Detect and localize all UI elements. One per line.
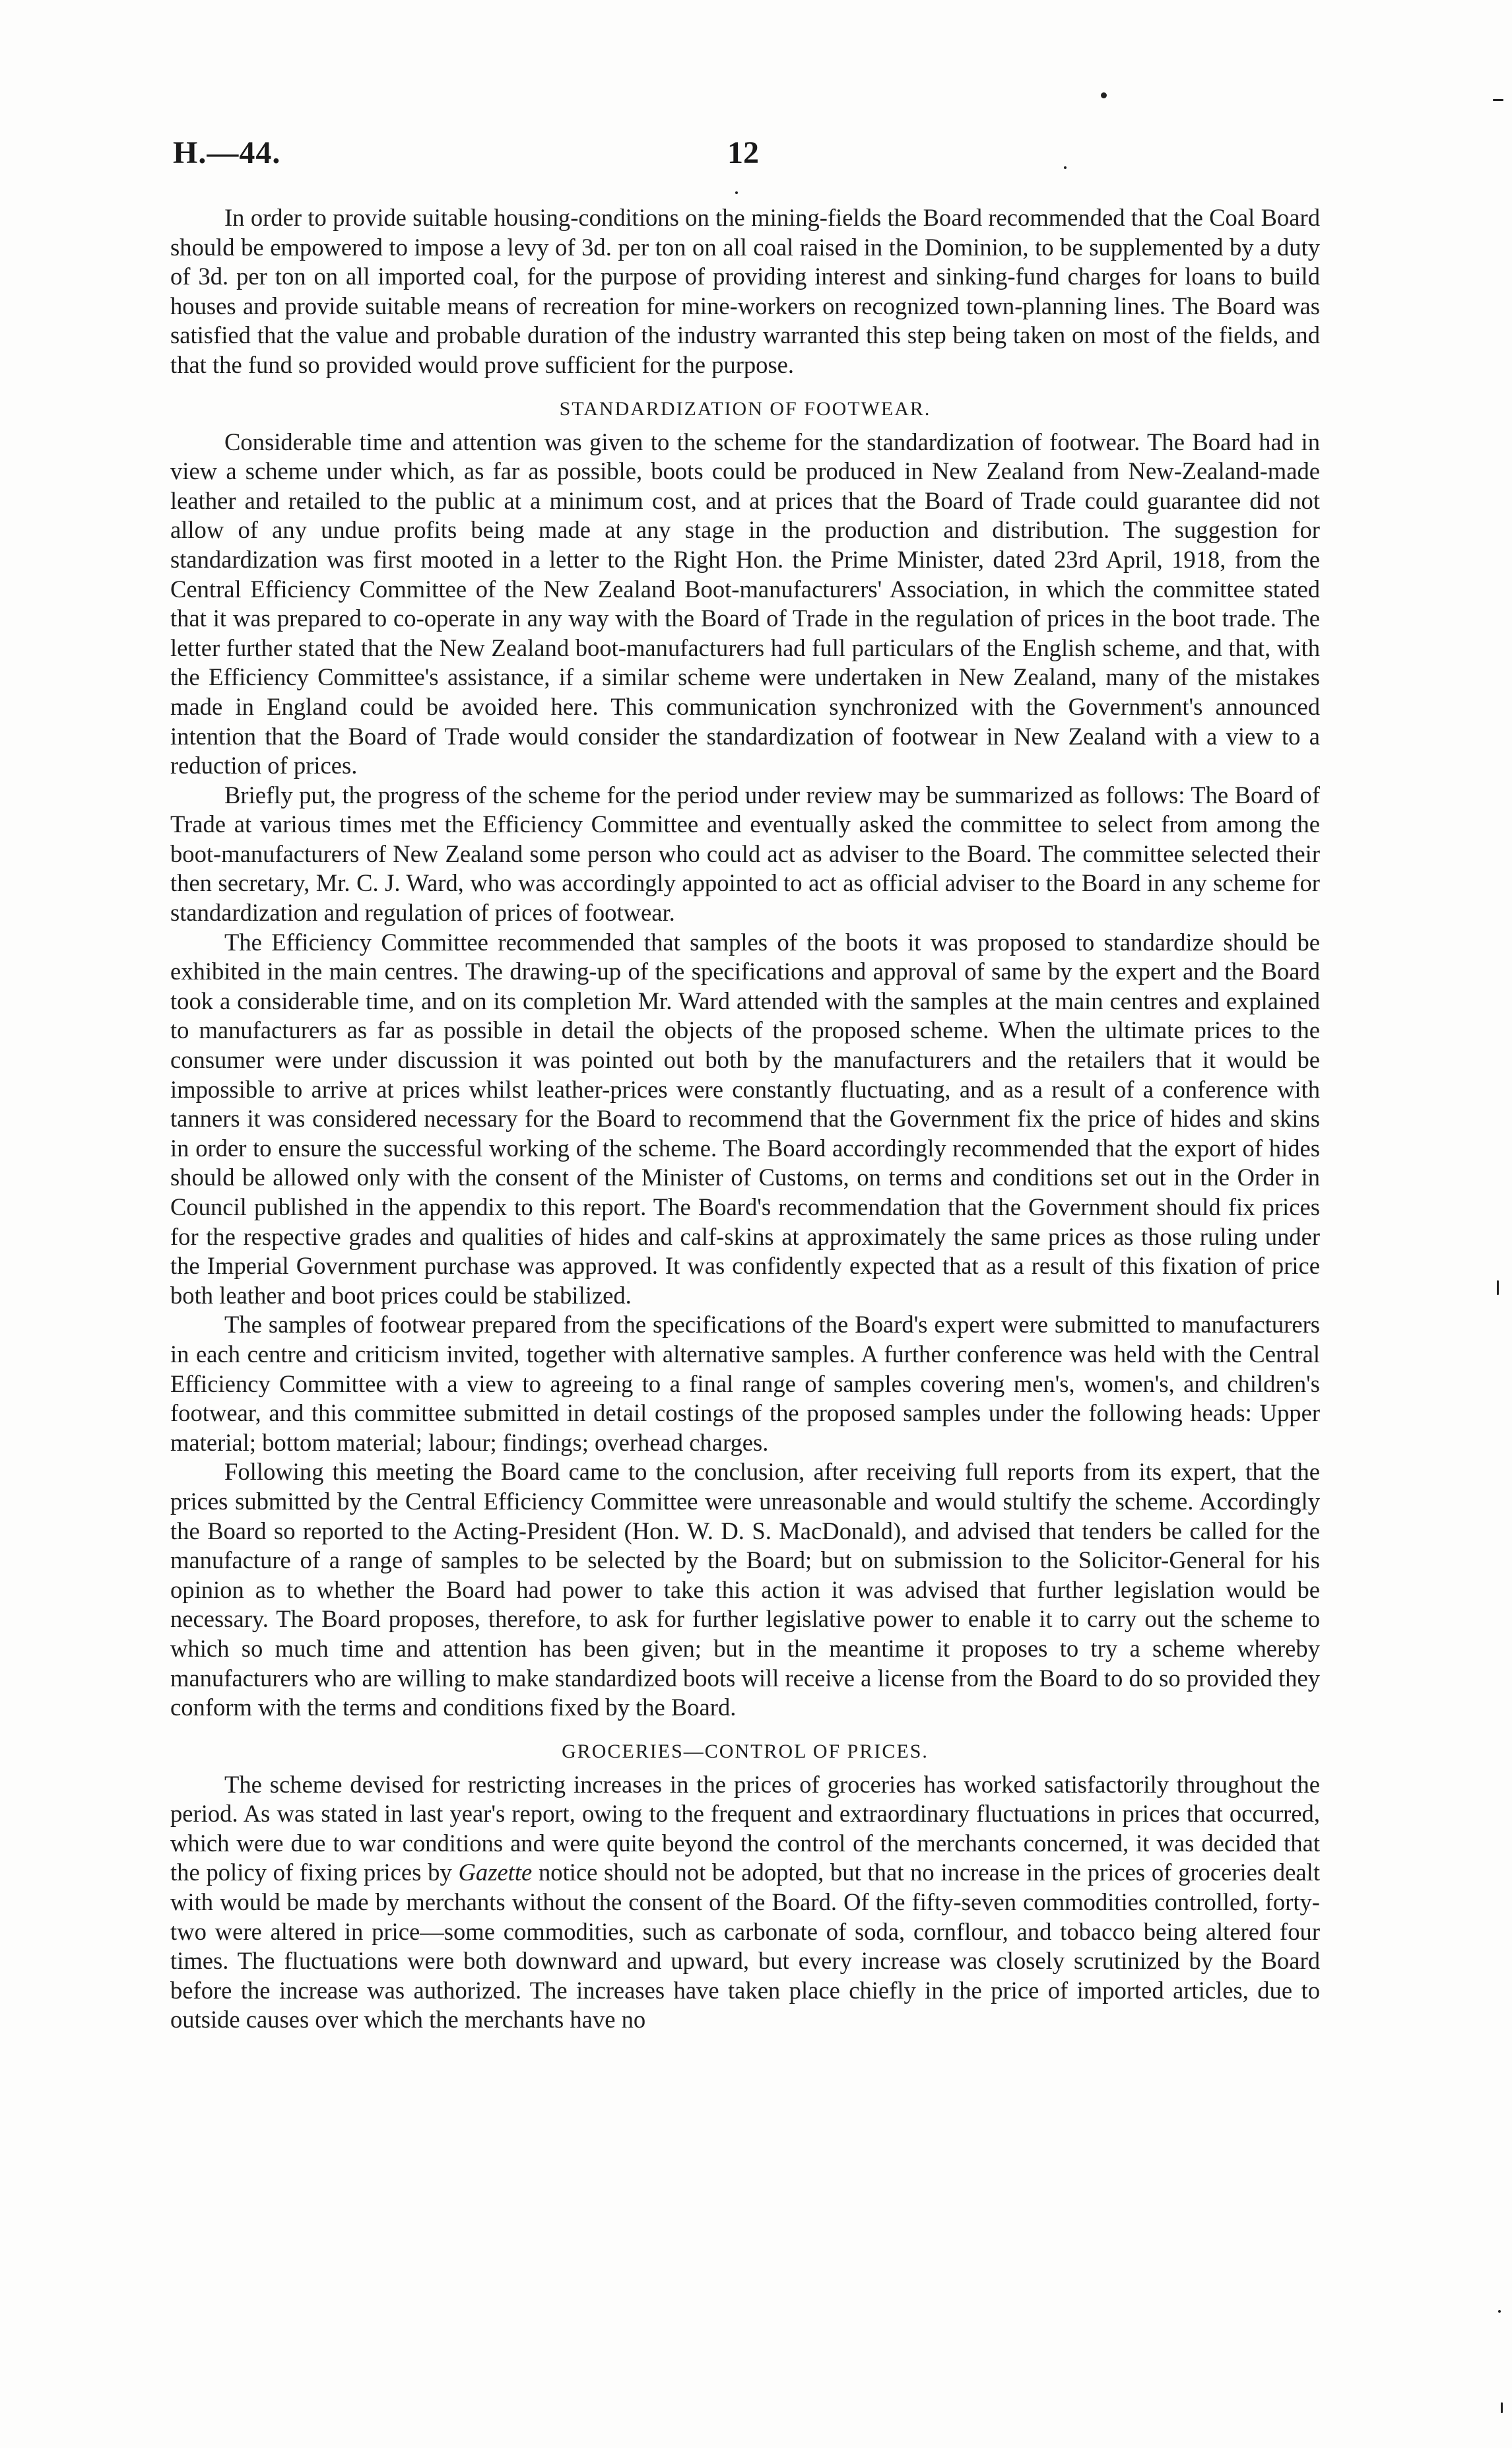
scan-speck bbox=[1501, 2402, 1503, 2413]
scan-speck bbox=[1498, 2310, 1501, 2313]
gazette-italic: Gazette bbox=[458, 1859, 533, 1886]
intro-paragraph: In order to provide suitable housing-conditions on the mining-fields the Board recommended that the Coal Board should be empowered to impose a levy of 3d. per ton on all coal raised in the Dominion, to be supplemented by a duty of 3d. per ton on all imported coal, for the purpose of providing interest and sinking-fund charges for loans to build houses and provide suitable means of recreation for mine-workers on recognized town-planning lines. The Board was satisfied that the value and probable duration of the industry warranted this step being taken on most of the fields, and that the fund so provided would prove sufficient for the purpose. bbox=[170, 204, 1320, 378]
page-number: 12 bbox=[727, 135, 759, 170]
scan-speck bbox=[1497, 1280, 1499, 1295]
groceries-text-end: notice should not be adopted, but that no increase in the prices of groceries dealt with would be made by merchants without the consent of the Board. Of the fifty-seven commodities controlled, forty-two were altered in price—some commodities, such as carbonate of soda, cornflour, and tobacco being altered four times. The fluctuations were both downward and upward, but every increase was closely scrutinized by the Board before the increase was authorized. The increases have taken place chiefly in the price of imported articles, due to outside causes over which the merchants have no bbox=[170, 1859, 1320, 2034]
groceries-text-start: The scheme devised for restricting increases in the prices of groceries has worked satisfactorily throughout the period. As was stated in last year's report, owing to the frequent and extraordinary fluctuations in prices that occurred, which were due to war conditions and were quite beyond the control of the merchants concerned, it was decided that the policy of fixing prices by bbox=[170, 1770, 1320, 1886]
scan-speck bbox=[1064, 166, 1067, 169]
scan-speck bbox=[735, 191, 738, 194]
footwear-paragraph-1: Considerable time and attention was given to the scheme for the standardization of footwear. The Board had in view a scheme under which, as far as possible, boots could be produced in New Zealand from New-Zealand-made leather and retailed to the public at a minimum cost, and at prices that the Board of Trade could guarantee did not allow of any undue profits being made at any stage in the production and distribution. The suggestion for standardization was first mooted in a letter to the Right Hon. the Prime Minister, dated 23rd April, 1918, from the Central Efficiency Committee of the New Zealand Boot-manufacturers' Association, in which the committee stated that it was prepared to co-operate in any way with the Board of Trade in the regulation of prices in the boot trade. The letter further stated that the New Zealand boot-manufacturers had full particulars of the English scheme, and that, with the Efficiency Committee's assistance, if a similar scheme were undertaken in New Zealand, many of the mistakes made in England could be avoided here. This communication synchronized with the Government's announced intention that the Board of Trade would consider the standardization of footwear in New Zealand with a view to a reduction of prices. bbox=[170, 428, 1320, 779]
footwear-paragraph-4: The samples of footwear prepared from the specifications of the Board's expert were submitted to manufacturers in each centre and criticism invited, together with alternative samples. A further conference was held with the Central Efficiency Committee with a view to agreeing to a final range of samples covering men's, women's, and children's footwear, and this committee submitted in detail costings of the proposed samples under the following heads: Upper material; bottom material; labour; findings; overhead charges. bbox=[170, 1311, 1320, 1456]
footwear-paragraph-5: Following this meeting the Board came to the conclusion, after receiving full reports from its expert, that the prices submitted by the Central Efficiency Committee were unreasonable and would stultify the scheme. Accordingly the Board so reported to the Acting-President (Hon. W. D. S. MacDonald), and advised that tenders be called for the manufacture of a range of samples to be selected by the Board; but on submission to the Solicitor-General for his opinion as to whether the Board had power to take this action it was advised that further legislation would be necessary. The Board proposes, therefore, to ask for further legislative power to enable it to carry out the scheme to which so much time and attention has been given; but in the meantime it proposes to try a scheme whereby manufacturers who are willing to make standardized boots will receive a license from the Board to do so provided they conform with the terms and conditions fixed by the Board. bbox=[170, 1458, 1320, 1721]
footwear-paragraph-3: The Efficiency Committee recommended that samples of the boots it was proposed to standardize should be exhibited in the main centres. The drawing-up of the specifications and approval of same by the expert and the Board took a considerable time, and on its completion Mr. Ward attended with the samples at the main centres and explained to manufacturers as far as possible in detail the objects of the proposed scheme. When the ultimate prices to the consumer were under discussion it was pointed out both by the manufacturers and the retailers that it would be impossible to arrive at prices whilst leather-prices were constantly fluctuating, and as a result of a conference with tanners it was considered necessary for the Board to recommend that the Government fix the price of hides and skins in order to ensure the successful working of the scheme. The Board accordingly recommended that the export of hides should be allowed only with the consent of the Minister of Customs, on terms and conditions set out in the Order in Council published in the appendix to this report. The Board's recommendation that the Government should fix prices for the respective grades and qualities of hides and calf-skins at approximately the same prices as those ruling under the Imperial Government purchase was approved. It was confidently expected that as a result of this fixation of price both leather and boot prices could be stabilized. bbox=[170, 928, 1320, 1309]
groceries-paragraph-1 bbox=[170, 1770, 1320, 2035]
body-text bbox=[170, 203, 1320, 2035]
footwear-paragraph-2: Briefly put, the progress of the scheme for the period under review may be summarized as follows: The Board of Trade at various times met the Efficiency Committee and eventually asked the committee to select from among the boot-manufacturers of New Zealand some person who could act as adviser to the Board. The committee selected their then secretary, Mr. C. J. Ward, who was accordingly appointed to act as official adviser to the Board in any scheme for standardization and regulation of prices of footwear. bbox=[170, 781, 1320, 927]
scan-speck bbox=[1101, 92, 1107, 98]
page-header bbox=[173, 135, 1321, 187]
groceries-heading: GROCERIES—CONTROL OF PRICES. bbox=[562, 1740, 929, 1762]
document-reference: H.—44. bbox=[173, 135, 281, 170]
scan-speck bbox=[1493, 99, 1503, 101]
footwear-heading: STANDARDIZATION OF FOOTWEAR. bbox=[559, 397, 931, 420]
